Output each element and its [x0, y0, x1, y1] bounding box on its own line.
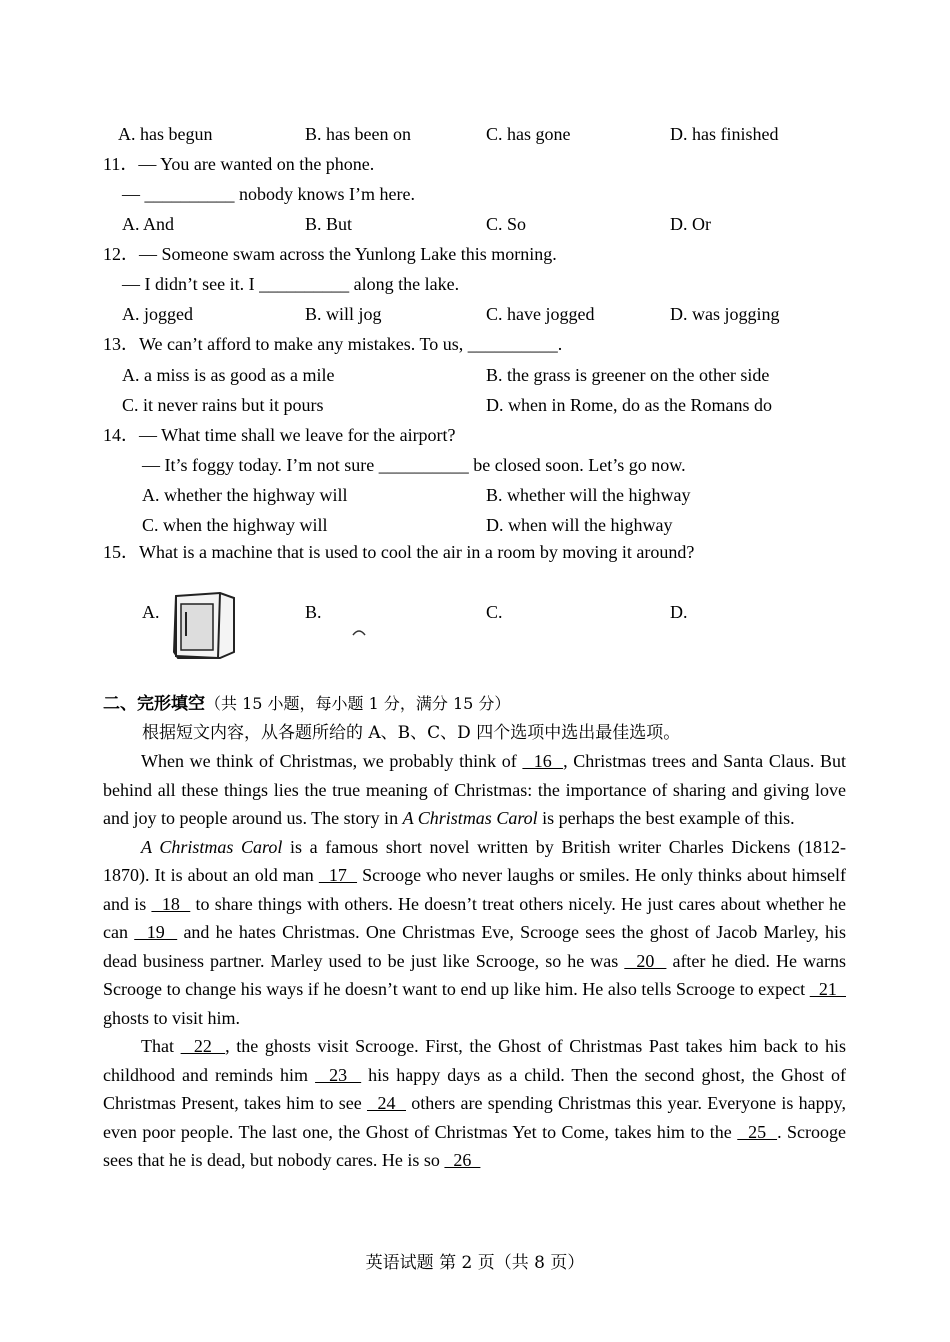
q10-option-d: D. has finished	[670, 124, 779, 144]
passage-text: after he died. He warns Scrooge to change his ways if he doesn’t want to end up like him. He also tells Scrooge to expect	[103, 950, 846, 999]
q12-option-b: B. will jog	[305, 304, 382, 324]
page-footer: 英语试题 第 2 页（共 8 页）	[365, 1253, 585, 1273]
passage-paragraph-2	[103, 833, 846, 1033]
passage-text: and he hates Christmas. One Christmas Eve, Scrooge sees the ghost of Jacob Marley, his dead business partner. Marley used to be just like Scrooge, so he was	[103, 922, 847, 971]
q10-option-a: A. has begun	[118, 124, 213, 144]
passage-text: ghosts to visit him.	[103, 1007, 241, 1028]
q14-reply: — It’s foggy today. I’m not sure __________ be closed soon. Let’s go now.	[142, 455, 686, 475]
q13-option-a: A. a miss is as good as a mile	[122, 365, 335, 385]
q12-option-d: D. was jogging	[670, 304, 780, 324]
q12-option-a: A. jogged	[122, 304, 193, 324]
section-heading	[103, 692, 510, 715]
blank-24: 24	[366, 1093, 406, 1113]
q15-option-b: B.	[305, 602, 322, 622]
q13-option-d: D. when in Rome, do as the Romans do	[486, 395, 772, 415]
q15-option-c: C.	[486, 602, 503, 622]
q12-stem: 12．— Someone swam across the Yunlong Lake this morning.	[103, 244, 557, 264]
blank-19: 19	[134, 922, 178, 942]
q14-option-c: C. when the highway will	[142, 515, 328, 535]
q15-stem: 15．What is a machine that is used to cool the air in a room by moving it around?	[103, 542, 695, 562]
q15-option-a: A.	[142, 602, 160, 622]
passage-text: to share things with others. He doesn’t treat others nicely. He just cares about whether he can	[103, 893, 846, 942]
q13-stem: 13．We can’t afford to make any mistakes. To us, __________.	[103, 334, 563, 354]
q10-option-b: B. has been on	[305, 124, 411, 144]
passage-text: . Scrooge sees that he is dead, but nobody cares. He is so	[103, 1121, 846, 1170]
passage	[103, 747, 846, 1175]
section-directions: 根据短文内容，从各题所给的 A、B、C、D 四个选项中选出最佳选项。	[142, 723, 681, 743]
q11-option-c: C. So	[486, 214, 527, 234]
blank-25: 25	[737, 1121, 778, 1142]
book-title: A Christmas Carol	[141, 836, 283, 857]
q10-option-c: C. has gone	[486, 124, 571, 144]
q14-option-b: B. whether will the highway	[486, 485, 691, 505]
q11-stem: 11．— You are wanted on the phone.	[103, 154, 375, 174]
q13-option-b: B. the grass is greener on the other side	[486, 365, 770, 385]
q11-option-b: B. But	[305, 214, 353, 234]
refrigerator-icon	[168, 590, 238, 662]
q11-option-d: D. Or	[670, 214, 711, 234]
blank-20: 20	[624, 950, 667, 971]
q14-option-d: D. when will the highway	[486, 515, 673, 535]
passage-text: is a famous short novel written by British writer Charles Dickens (1812-1870). It is about an old man	[103, 836, 846, 885]
book-title: A Christmas Carol	[402, 808, 538, 828]
passage-text: his happy days as a child. Then the second ghost, the Ghost of Christmas Present, takes him to see	[103, 1064, 847, 1113]
q11-option-a: A. And	[122, 214, 175, 234]
q11-reply: — __________ nobody knows I’m here.	[122, 184, 415, 204]
blank-21: 21	[809, 979, 846, 999]
passage-text: Scrooge who never laughs or smiles. He only thinks about himself and is	[103, 865, 847, 914]
passage-text: others are spending Christmas this year. Everyone is happy, even poor people. The last one, the Ghost of Christmas Yet to Come, takes him to the	[103, 1093, 847, 1142]
passage-text: When we think of Christmas, we probably think of	[141, 751, 523, 771]
passage-text: , the ghosts visit Scrooge. First, the Ghost of Christmas Past takes him back to his childhood and reminds him	[103, 1036, 846, 1085]
blank-23: 23	[315, 1064, 362, 1085]
fan-icon	[352, 620, 366, 628]
q12-reply: — I didn’t see it. I __________ along the lake.	[122, 274, 460, 294]
q14-stem: 14．— What time shall we leave for the airport?	[103, 425, 456, 445]
blank-16: 16	[522, 751, 564, 771]
blank-17: 17	[318, 865, 358, 885]
blank-18: 18	[151, 893, 191, 914]
passage-text: is perhaps the best example of this.	[537, 808, 795, 828]
q12-option-c: C. have jogged	[486, 304, 595, 324]
passage-paragraph-3	[103, 1032, 846, 1175]
q15-option-d: D.	[670, 602, 688, 622]
passage-text: , Christmas trees and Santa Claus. But behind all these things lies the true meaning of Christmas: the importance of sharing and giving love and joy to people around us. The story in	[103, 751, 847, 828]
passage-paragraph-1	[103, 747, 846, 833]
section-note: （共 15 小题，每小题 1 分，满分 15 分）	[205, 694, 511, 713]
passage-text: That	[141, 1036, 181, 1056]
q13-option-c: C. it never rains but it pours	[122, 395, 324, 415]
blank-26: 26	[444, 1150, 481, 1170]
blank-22: 22	[180, 1036, 226, 1056]
section-title: 二、完形填空	[103, 694, 205, 714]
q14-option-a: A. whether the highway will	[142, 485, 348, 505]
